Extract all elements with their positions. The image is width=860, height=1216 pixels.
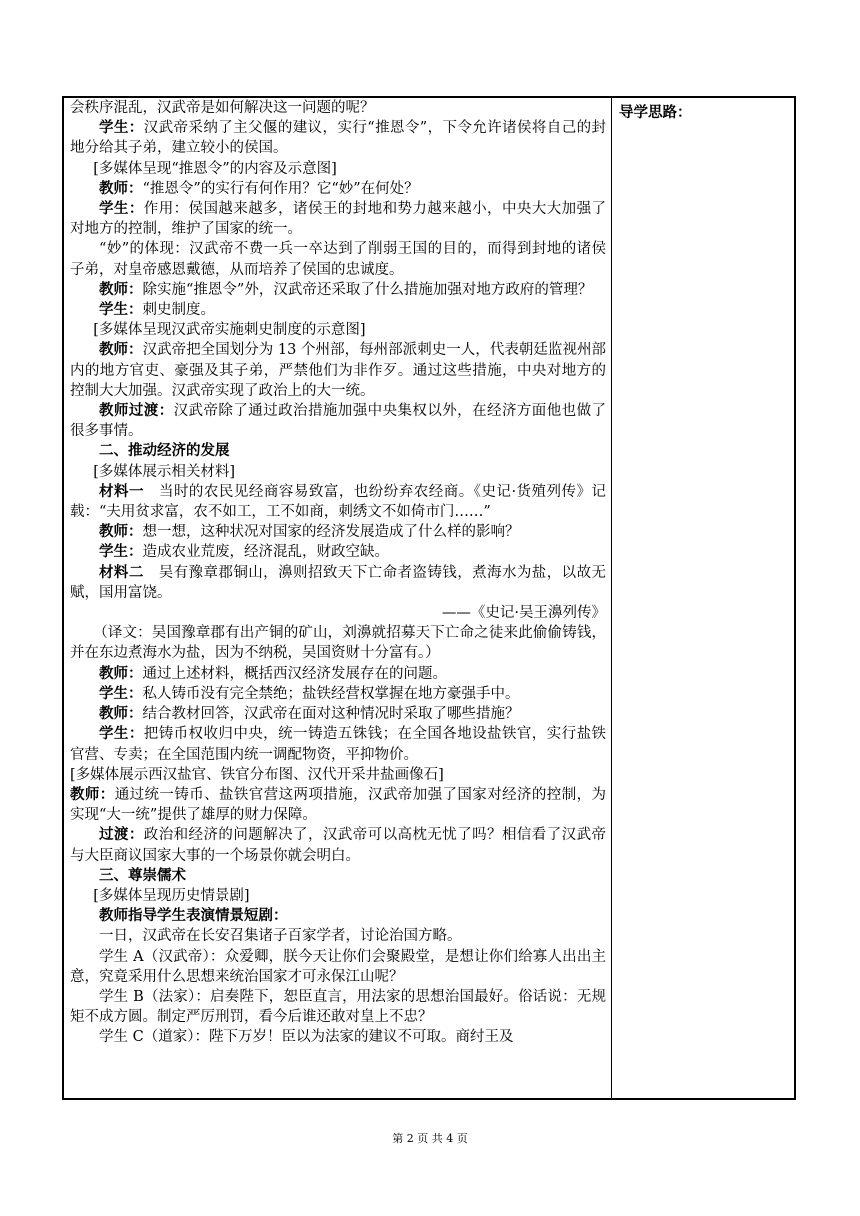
speaker-label: 教师指导学生表演情景短剧：	[99, 907, 288, 925]
paragraph-text: 汉武帝除了通过政治措施加强中央集权以外，在经济方面他也做了很多事情。	[70, 403, 607, 440]
speaker-label: 学生：	[99, 301, 143, 319]
paragraph	[70, 239, 606, 279]
speaker-label: 学生：	[99, 684, 143, 702]
paragraph-text: [多媒体呈现汉武帝实施刺史制度的示意图]	[93, 322, 366, 339]
paragraph	[70, 280, 606, 300]
paragraph	[70, 987, 606, 1027]
paragraph-text: [多媒体呈现“推恩令”的内容及示意图]	[93, 160, 337, 177]
paragraph	[70, 704, 606, 724]
paragraph-text: ——《史记·吴王濞列传》	[441, 605, 606, 622]
paragraph-text: 通过上述材料，概括西汉经济发展存在的问题。	[142, 665, 447, 682]
paragraph	[70, 623, 606, 663]
speaker-label: 教师：	[70, 785, 115, 803]
paragraph	[70, 159, 606, 179]
paragraph	[70, 98, 606, 118]
paragraph-text: “妙”的体现：汉武帝不费一兵一卒达到了削弱王国的目的，而得到封地的诸侯子弟，对皇帝感恩戴德，从而培养了侯国的忠诚度。	[70, 241, 606, 278]
paragraph-text: 学生 C（道家）：陛下万岁！臣以为法家的建议不可取。商纣王及	[99, 1029, 514, 1046]
speaker-label: 学生：	[99, 543, 143, 561]
paragraph-text: 汉武帝把全国划分为 13 个州部，每州部派刺史一人，代表朝廷监视州部内的地方官吏、豪强及其子弟，严禁他们为非作歹。通过这些措施，中央对地方的控制大大加强。汉武帝实现了政治上的大一统。	[70, 342, 606, 399]
paragraph-text: 吴有豫章郡铜山，濞则招致天下亡命者盗铸钱，煮海水为盐，以故无赋，国用富饶。	[70, 564, 607, 601]
column-divider	[611, 98, 612, 1098]
paragraph	[70, 906, 606, 926]
speaker-label: 过渡：	[99, 826, 144, 844]
paragraph	[70, 866, 606, 886]
paragraph-text: 作用：侯国越来越多，诸侯王的封地和势力越来越小，中央大大加强了对地方的控制，维护了国家的统一。	[70, 201, 607, 238]
speaker-label: 教师：	[99, 179, 143, 197]
lesson-content-column	[70, 98, 606, 1048]
speaker-label: 教师：	[99, 341, 143, 359]
paragraph-text: 结合教材回答，汉武帝在面对这种情况时采取了哪些措施？	[142, 706, 520, 723]
speaker-label: 材料二	[99, 563, 144, 581]
speaker-label: 二、推动经济的发展	[99, 442, 230, 460]
paragraph	[70, 724, 606, 764]
speaker-label: 学生：	[99, 119, 144, 137]
speaker-label: 教师过渡：	[99, 402, 174, 420]
paragraph-text: 刺史制度。	[142, 302, 215, 319]
paragraph	[70, 542, 606, 562]
paragraph	[70, 825, 606, 865]
speaker-label: 学生：	[99, 200, 144, 218]
paragraph-text: 会秩序混乱，汉武帝是如何解决这一问题的呢？	[70, 100, 375, 116]
paragraph	[70, 664, 606, 684]
paragraph-text: 一日，汉武帝在长安召集诸子百家学者，讨论治国方略。	[99, 928, 462, 945]
speaker-label: 教师：	[99, 523, 143, 541]
paragraph-text: 当时的农民见经商容易致富，也纷纷弃农经商。《史记·货殖列传》记载：“夫用贫求富，农不如工，工不如商，刺绣文不如倚市门……”	[70, 483, 606, 521]
paragraph-text: 汉武帝采纳了主父偃的建议，实行“推恩令”，下令允许诸侯将自己的封地分给其子弟，建立较小的侯国。	[70, 120, 607, 157]
lesson-table	[62, 96, 796, 1100]
speaker-label: 教师：	[99, 280, 143, 298]
paragraph	[70, 199, 606, 239]
paragraph-text: [多媒体展示西汉盐官、铁官分布图、汉代开采井盐画像石]	[70, 766, 444, 783]
speaker-label: 材料一	[99, 482, 144, 500]
paragraph	[70, 886, 606, 906]
guide-notes-heading: 导学思路：	[619, 104, 692, 121]
paragraph-text: 私人铸币没有完全禁绝；盐铁经营权掌握在地方豪强手中。	[142, 685, 520, 702]
speaker-label: 教师：	[99, 705, 143, 723]
paragraph	[70, 118, 606, 158]
paragraph-text: 学生 B（法家）：启奏陛下，恕臣直言，用法家的思想治国最好。俗话说：无规矩不成方圆。制定严厉刑罚，看今后谁还敢对皇上不忠？	[70, 988, 606, 1026]
paragraph	[70, 563, 606, 603]
paragraph-text: 把铸币权收归中央，统一铸造五铢钱；在全国各地设盐铁官，实行盐铁官营、专卖；在全国范围内统一调配物资，平抑物价。	[70, 726, 607, 763]
paragraph-text: 除实施“推恩令”外，汉武帝还采取了什么措施加强对地方政府的管理？	[142, 281, 593, 298]
paragraph-text: 造成农业荒废，经济混乱，财政空缺。	[142, 544, 389, 561]
paragraph	[70, 179, 606, 199]
paragraph-text: 政治和经济的问题解决了，汉武帝可以高枕无忧了吗？相信看了汉武帝与大臣商议国家大事的一个场景你就会明白。	[70, 827, 607, 864]
paragraph	[70, 765, 606, 785]
paragraph	[70, 441, 606, 461]
page-footer: 第 2 页 共 4 页	[392, 1132, 468, 1145]
paragraph	[70, 926, 606, 946]
paragraph	[70, 300, 606, 320]
paragraph	[70, 320, 606, 340]
speaker-label: 教师：	[99, 664, 143, 682]
paragraph	[70, 947, 606, 987]
paragraph	[70, 401, 606, 441]
paragraph	[70, 684, 606, 704]
paragraph-text: [多媒体展示相关材料]	[93, 463, 236, 480]
paragraph-text: 想一想，这种状况对国家的经济发展造成了什么样的影响？	[142, 524, 520, 541]
paragraph-text: （译文：吴国豫章郡有出产铜的矿山，刘濞就招募天下亡命之徒来此偷偷铸钱，并在东边煮海水为盐，因为不纳税，吴国资财十分富有。）	[70, 625, 606, 662]
paragraph	[70, 462, 606, 482]
paragraph-text: “推恩令”的实行有何作用？它“妙”在何处？	[142, 180, 419, 197]
paragraph	[70, 522, 606, 542]
paragraph-text: 学生 A（汉武帝）：众爱卿，朕今天让你们会聚殿堂，是想让你们给寡人出出主意，究竟采用什么思想来统治国家才可永保江山呢？	[70, 948, 606, 985]
paragraph-text: 通过统一铸币、盐铁官营这两项措施，汉武帝加强了国家对经济的控制，为实现“大一统”提供了雄厚的财力保障。	[70, 786, 607, 824]
paragraph-text: [多媒体呈现历史情景剧]	[93, 887, 250, 904]
paragraph	[70, 340, 606, 401]
paragraph	[70, 603, 606, 623]
paragraph	[70, 482, 606, 522]
speaker-label: 三、尊崇儒术	[99, 866, 186, 884]
paragraph	[70, 1027, 606, 1047]
speaker-label: 学生：	[99, 725, 144, 743]
paragraph	[70, 785, 606, 825]
